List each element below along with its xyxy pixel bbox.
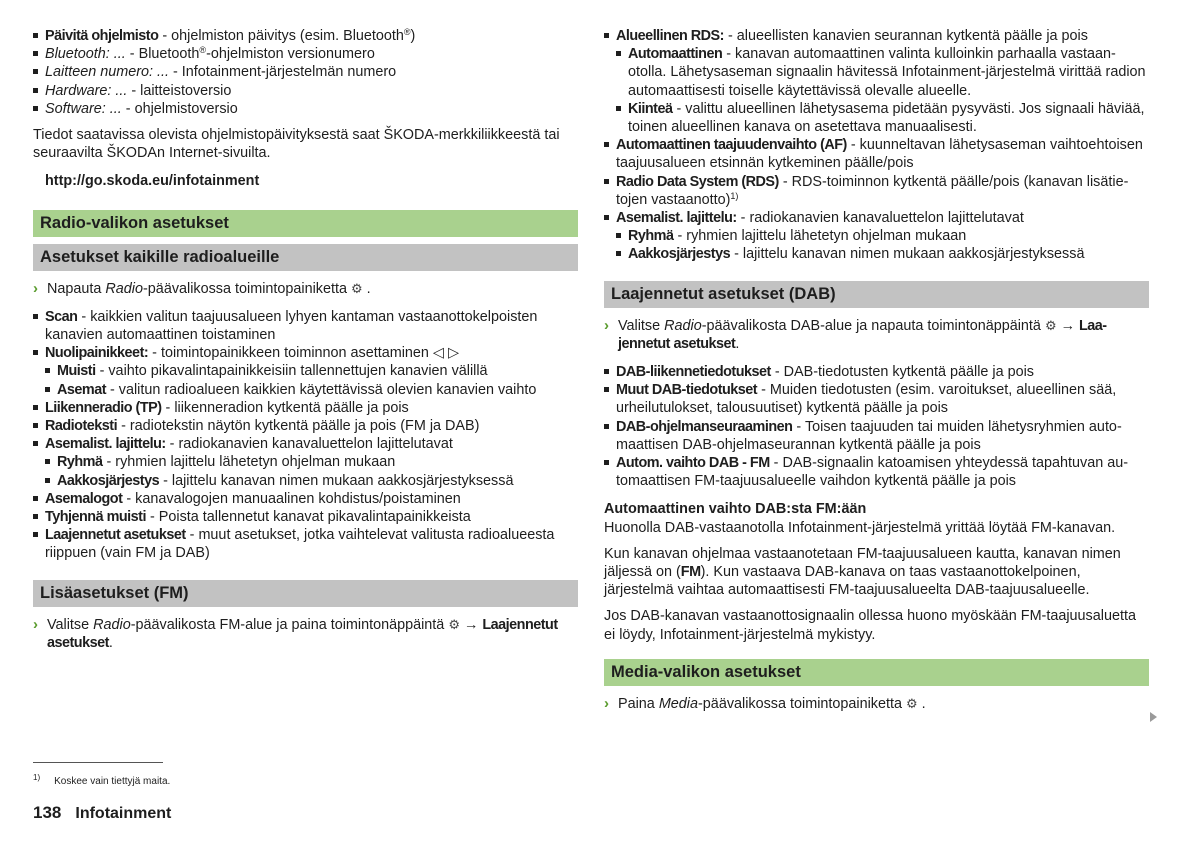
item-key: Scan: [45, 308, 78, 325]
fm-settings-list: [604, 27, 1149, 264]
list-item: [604, 363, 1149, 381]
footnote-divider: [33, 762, 163, 763]
item-key: Laitteen numero: ...: [45, 64, 169, 81]
software-info-list: [33, 27, 578, 118]
item-key: Alueellinen RDS:: [616, 28, 724, 44]
list-item: [33, 490, 578, 508]
item-tail: -ohjelmiston versionumero: [206, 46, 375, 63]
item-key: Ryhmä: [57, 454, 103, 471]
item-key: Radioteksti: [45, 418, 118, 435]
list-item: [616, 245, 1149, 263]
list-item: [604, 209, 1149, 227]
list-item: [33, 63, 578, 81]
right-column: [604, 27, 1149, 713]
item-key: Hardware: ...: [45, 82, 128, 99]
step-arrow-icon: ›: [604, 316, 609, 334]
auto-switch-p1: Huonolla DAB-vastaanotolla Infotainment-järjestelmä yrittää löytää FM-kanavan.: [604, 519, 1116, 536]
section-dab: Laajennetut asetukset (DAB): [604, 281, 1149, 308]
list-item: [33, 435, 578, 453]
item-key: Kiinteä: [628, 100, 673, 117]
settings-icon: ⚙: [906, 695, 918, 711]
item-tail: ): [410, 28, 416, 44]
item-text: - lajittelu kanavan nimen mukaan aakkosjärjestyksessä: [730, 246, 1085, 263]
step-fm: › Valitse Radio-päävalikosta FM-alue ja paina toimintonäppäintä ⚙ → Laajennetut asetukset.: [33, 615, 558, 651]
auto-switch-p2: Kun kanavan ohjelmaa vastaanotetaan FM-taajuusalueen kautta, kanavan nimen jäljessä on (FM). Kun vastaava DAB-kanava on taas vastaanottokelpoinen, järjestelmä vaihtaa automaattisesti FM-taajuusalueelta DAB-taajuusalueelle.: [604, 545, 1121, 599]
settings-icon: ⚙: [448, 616, 460, 632]
item-key: Muisti: [57, 363, 96, 380]
item-text: - Poista tallennetut kanavat pikavalintapainikkeista: [145, 509, 471, 526]
step-radio: › Napauta Radio-päävalikossa toimintopainiketta ⚙ .: [33, 279, 371, 297]
item-text: - radiotekstin näytön kytkentä päälle ja pois (FM ja DAB): [117, 418, 480, 435]
list-item: [33, 344, 578, 362]
item-key: Software: ...: [45, 100, 122, 117]
item-key: Radio Data System (RDS): [616, 173, 779, 190]
list-item: [45, 472, 578, 490]
item-key: Päivitä ohjelmisto: [45, 28, 159, 44]
list-item: [616, 45, 1149, 100]
item-text: - Toisen taajuuden tai muiden lähetysryhmien automaattisen DAB-ohjelmaseurannan kytkentä päälle ja pois: [616, 418, 1122, 453]
step-arrow-icon: ›: [33, 279, 38, 297]
item-text: - kaikkien valitun taajuusalueen lyhyen kantaman vastaanottokelpoisten kanavien automaattinen toistaminen: [45, 308, 538, 344]
item-text: - DAB-tiedotusten kytkentä päälle ja pois: [770, 364, 1034, 381]
item-text: - laitteistoversio: [127, 82, 232, 99]
step-dab: › Valitse Radio-päävalikosta DAB-alue ja napauta toimintonäppäintä ⚙ → Laajennetut asetukset.: [604, 316, 1108, 352]
item-text: - radiokanavien kanavaluettelon lajittelutavat: [165, 436, 453, 453]
item-sup: ®: [403, 27, 411, 37]
item-key: DAB-ohjelmanseuraaminen: [616, 418, 793, 435]
update-info-paragraph: Tiedot saatavissa olevista ohjelmistopäivityksestä saat ŠKODA-merkkiliikkeestä tai seuraavilta ŠKODAn Internet-sivuilta.: [33, 127, 560, 162]
item-text: - Infotainment-järjestelmän numero: [169, 64, 397, 81]
list-item: [33, 308, 578, 344]
item-text: - muut asetukset, jotka vaihtelevat valitusta radioalueesta riippuen (vain FM ja DAB): [45, 527, 555, 562]
dab-settings-list: [604, 363, 1149, 490]
step-media: › Paina Media-päävalikossa toimintopainiketta ⚙ .: [604, 694, 926, 712]
item-key: Autom. vaihto DAB - FM: [616, 455, 770, 472]
item-text: - toimintopainikkeen toiminnon asettaminen ◁ ▷: [148, 345, 460, 362]
footnote: $^{1)}$ Koskee vain tiettyjä maita.: [33, 773, 171, 787]
list-item: [604, 381, 1149, 417]
settings-icon: ⚙: [351, 280, 363, 296]
item-key: Aakkosjärjestys: [57, 472, 160, 489]
section-fm: Lisäasetukset (FM): [33, 580, 578, 607]
item-sup: 1): [730, 190, 739, 201]
list-item: [45, 362, 578, 380]
item-text: - RDS-toiminnon kytkentä päälle/pois (kanavan lisätietojen vastaanotto): [616, 173, 1129, 208]
item-text: - valitun radioalueen kaikkien käytettävissä olevien kanavien vaihto: [106, 381, 537, 398]
item-text: - kuunneltavan lähetysaseman vaihtoehtoisen taajuusalueen etsinnän kytkeminen päälle/pois: [616, 137, 1143, 172]
list-item: [616, 100, 1149, 136]
list-item: [33, 100, 578, 118]
list-item: [33, 399, 578, 417]
step-arrow-icon: ›: [604, 694, 609, 712]
list-item: [33, 417, 578, 435]
item-text: - lajittelu kanavan nimen mukaan aakkosjärjestyksessä: [159, 472, 514, 489]
item-key: Aakkosjärjestys: [628, 246, 731, 263]
list-item: [604, 136, 1149, 172]
item-text: - alueellisten kanavien seurannan kytkentä päälle ja pois: [723, 28, 1088, 44]
item-text: - DAB-signaalin katoamisen yhteydessä tapahtuvan automaattisen FM-taajuusalueelle vaihdon kytkentä päälle ja pois: [616, 455, 1129, 490]
item-text: - ryhmien lajittelu lähetetyn ohjelman mukaan: [102, 454, 396, 471]
item-text: - kanavan automaattinen valinta kulloinkin parhaalla vastaanotolla. Lähetysaseman signaalin hävitessä Infotainment-järjestelmä virittää radion automaattisesti toiselle käytettävissä olevalle alueelle.: [628, 46, 1146, 99]
item-key: Automaattinen taajuudenvaihto (AF): [616, 137, 847, 154]
item-text: - liikenneradion kytkentä päälle ja pois: [161, 399, 409, 416]
item-text: - vaihto pikavalintapainikkeisiin tallennettujen kanavien välillä: [95, 363, 488, 380]
item-text: - kanavalogojen manuaalinen kohdistus/poistaminen: [122, 490, 461, 507]
list-item: [45, 453, 578, 471]
item-key: Asemalist. lajittelu:: [616, 210, 737, 227]
list-item: [33, 45, 578, 63]
item-text: - ohjelmistoversio: [121, 100, 238, 117]
section-radio-settings: Radio-valikon asetukset: [33, 210, 578, 237]
item-text: - Bluetooth: [125, 46, 200, 63]
page-number: 138: [33, 803, 62, 822]
item-key: Asemalogot: [45, 490, 123, 507]
page-section: Infotainment: [75, 805, 172, 822]
item-key: Laajennetut asetukset: [45, 527, 186, 544]
item-sup: ®: [199, 45, 207, 56]
list-item: [604, 173, 1149, 209]
item-key: Asemat: [57, 381, 106, 398]
item-text: - radiokanavien kanavaluettelon lajittelutavat: [736, 210, 1024, 227]
item-key: Bluetooth: ...: [45, 46, 126, 63]
list-item: [604, 454, 1149, 490]
item-text: - ryhmien lajittelu lähetetyn ohjelman mukaan: [673, 228, 967, 245]
list-item: [33, 526, 578, 562]
item-key: Ryhmä: [628, 228, 674, 245]
list-item: [604, 418, 1149, 454]
item-text: - valittu alueellinen lähetysasema pidetään pysyvästi. Jos signaali häviää, toinen alueellinen kanava on asetettava manuaalisesti.: [628, 100, 1145, 136]
item-key: Muut DAB-tiedotukset: [616, 382, 758, 399]
section-media-settings: Media-valikon asetukset: [604, 659, 1149, 686]
section-all-bands: Asetukset kaikille radioalueille: [33, 244, 578, 271]
list-item: [604, 27, 1149, 45]
item-key: DAB-liikennetiedotukset: [616, 364, 771, 381]
left-column: [33, 27, 578, 652]
item-key: Tyhjennä muisti: [45, 509, 146, 526]
step-arrow-icon: ›: [33, 615, 38, 633]
list-item: [33, 82, 578, 100]
item-text: - ohjelmiston päivitys (esim. Bluetooth: [158, 28, 404, 44]
auto-switch-heading: Automaattinen vaihto DAB:sta FM:ään: [604, 501, 867, 518]
item-key: Nuolipainikkeet:: [45, 345, 149, 362]
infotainment-url[interactable]: http://go.skoda.eu/infotainment: [45, 173, 260, 190]
item-key: Asemalist. lajittelu:: [45, 436, 166, 453]
continue-arrow-icon: [1150, 712, 1157, 722]
item-key: Automaattinen: [628, 46, 723, 63]
settings-icon: ⚙: [1044, 317, 1057, 333]
list-item: [33, 27, 578, 45]
radio-settings-list: [33, 308, 578, 563]
list-item: [616, 227, 1149, 245]
page-footer: [33, 804, 171, 823]
auto-switch-p3: Jos DAB-kanavan vastaanottosignaalin ollessa huono myöskään FM-taajuusaluetta ei löydy, Infotainment-järjestelmä mykistyy.: [604, 608, 1136, 643]
item-text: - Muiden tiedotusten (esim. varoitukset, alueellinen sää, urheilutulokset, talousuutiset) kytkentä päälle ja pois: [616, 382, 1117, 417]
list-item: [45, 381, 578, 399]
item-key: Liikenneradio (TP): [45, 399, 162, 416]
list-item: [33, 508, 578, 526]
